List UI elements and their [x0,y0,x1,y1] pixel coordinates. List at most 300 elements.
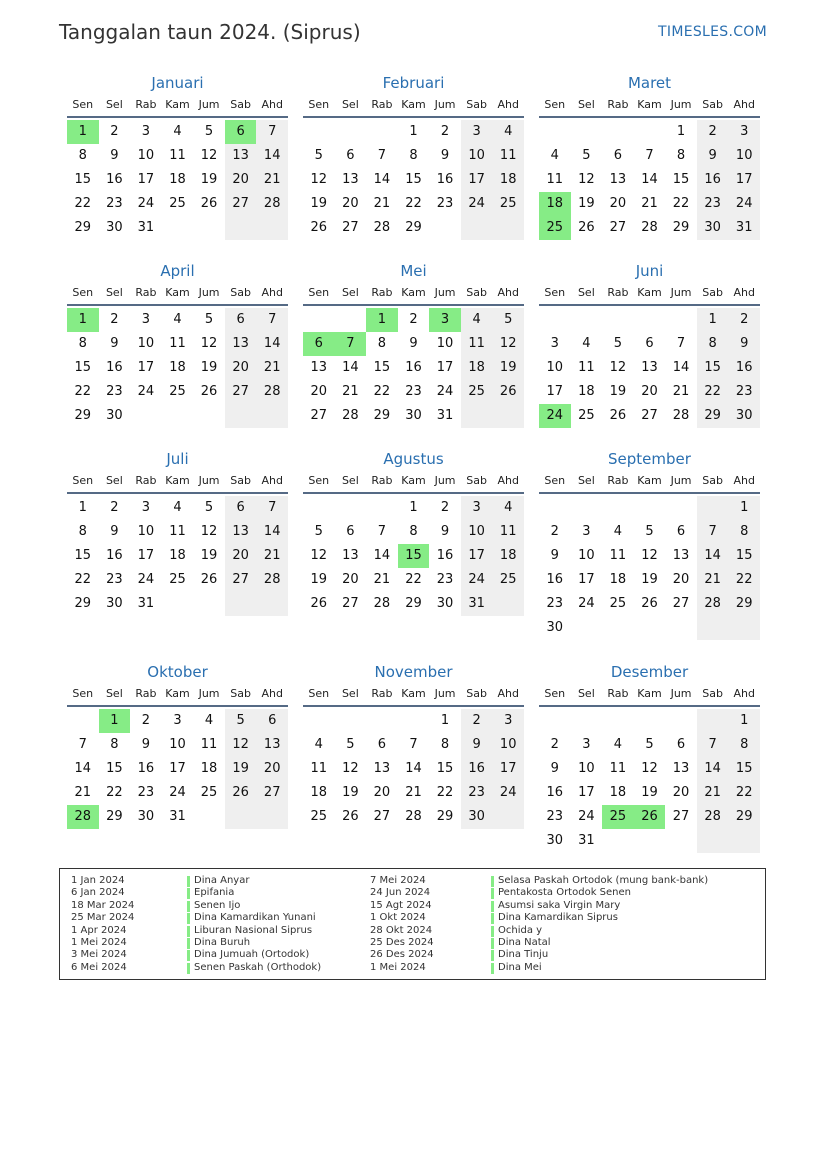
day-cell: 15 [672,172,690,187]
day-cell: 20 [672,785,690,800]
weekday-label: Sel [341,687,359,700]
legend-color-marker [187,913,190,924]
day-cell: 16 [546,785,564,800]
day-cell: 6 [377,737,387,752]
weekday-label: Sel [577,687,595,700]
day-cell: 4 [173,500,182,515]
day-cell: 21 [697,568,729,592]
weekday-label: Sab [702,474,723,487]
day-cell: 18 [310,785,328,800]
weekday-header [67,683,288,707]
weekday-label: Ahd [261,98,283,111]
day-cell: 25 [492,192,524,216]
day-cell: 22 [106,785,123,800]
empty-cell [303,308,335,332]
legend-date: 1 Okt 2024 [370,912,426,924]
day-cell: 29 [106,809,123,824]
empty-cell [634,829,666,853]
legend-holiday-name: Dina Jumuah (Ortodok) [194,949,310,961]
day-cell: 28 [342,408,359,423]
weekday-label: Sab [230,98,251,111]
day-cell: 26 [200,384,218,399]
month-name: Juli [166,450,189,468]
day-cell: 27 [672,596,690,611]
day-cell: 19 [641,572,658,587]
day-cell: 10 [169,737,186,752]
weekday-label: Rab [607,98,629,111]
day-cell: 20 [225,356,257,380]
weekday-header [67,282,288,306]
day-cell: 6 [645,336,654,351]
day-cell: 12 [578,172,595,187]
day-cell: 24 [169,785,186,800]
day-cell: 30 [137,809,155,824]
site-link[interactable]: TIMESLES.COM [658,24,767,40]
day-cell: 16 [106,360,123,375]
day-cell: 8 [377,336,387,351]
day-cell: 29 [74,220,92,235]
weekday-header [539,94,760,118]
day-cell: 20 [373,785,391,800]
day-grid [67,308,288,428]
day-cell: 14 [256,144,288,168]
day-cell: 24 [728,192,760,216]
day-cell: 30 [461,805,493,829]
empty-cell [602,709,634,733]
weekday-label: Jum [198,286,220,299]
empty-cell [492,592,524,616]
day-grid [539,496,760,640]
month-name: September [608,450,691,468]
day-cell: 21 [373,572,391,587]
weekday-label: Jum [198,98,220,111]
day-grid [303,709,524,829]
day-cell: 24 [461,568,493,592]
day-cell: 27 [373,809,391,824]
day-cell: 23 [697,192,729,216]
legend-color-marker [491,963,494,974]
legend-color-marker [491,926,494,937]
day-cell: 7 [645,148,654,163]
weekday-header [303,94,524,118]
day-cell: 18 [169,172,186,187]
weekday-label: Kam [637,98,662,111]
weekday-label: Kam [637,687,662,700]
day-cell: 19 [310,196,328,211]
weekday-label: Rab [607,687,629,700]
empty-cell [602,496,634,520]
day-cell: 31 [137,220,155,235]
day-cell: 26 [578,220,595,235]
day-cell: 12 [310,172,328,187]
day-cell: 19 [200,360,218,375]
day-cell: 30 [546,833,564,848]
day-cell: 17 [436,360,454,375]
weekday-label: Jum [670,687,692,700]
day-cell: 10 [436,336,454,351]
day-cell: 15 [436,761,454,776]
day-cell: 12 [200,524,218,539]
day-cell: 25 [492,568,524,592]
month-name: Maret [627,74,672,92]
empty-cell [335,496,367,520]
day-cell: 8 [78,148,87,163]
day-cell: 9 [461,733,493,757]
day-cell: 3 [173,713,182,728]
day-cell: 24 [137,384,155,399]
day-cell: 27 [225,568,257,592]
day-cell: 28 [697,592,729,616]
empty-cell [697,616,729,640]
day-cell: 30 [728,404,760,428]
weekday-label: Sen [308,474,330,487]
legend-holiday-name: Selasa Paskah Ortodok (mung bank-bank) [498,875,709,886]
empty-cell [539,120,571,144]
day-cell: 2 [141,713,151,728]
day-cell: 14 [256,332,288,356]
day-cell: 21 [256,168,288,192]
empty-cell [225,592,257,616]
legend-date: 28 Okt 2024 [370,924,433,936]
day-cell: 1 [676,124,686,139]
day-cell: 11 [169,148,186,163]
empty-cell [130,404,162,428]
empty-cell [303,496,335,520]
day-cell: 17 [169,761,186,776]
day-cell: 5 [645,737,654,752]
legend-holiday-name: Dina Tinju [498,949,549,961]
day-cell: 6 [225,308,257,332]
day-cell: 29 [74,596,92,611]
day-cell: 13 [609,172,627,187]
day-cell: 16 [697,168,729,192]
empty-cell [571,496,603,520]
day-cell: 22 [436,785,454,800]
day-cell: 12 [310,548,328,563]
day-cell: 13 [373,761,391,776]
day-cell: 25 [461,380,493,404]
day-cell: 19 [310,572,328,587]
weekday-label: Rab [371,98,393,111]
day-cell: 19 [609,384,627,399]
day-cell: 13 [225,144,257,168]
day-cell: 13 [225,332,257,356]
day-cell: 7 [377,524,387,539]
day-cell: 20 [641,384,658,399]
empty-cell [193,216,225,240]
day-cell: 14 [74,761,92,776]
day-cell: 23 [436,572,454,587]
day-cell: 9 [141,737,151,752]
day-cell: 28 [641,220,658,235]
day-cell: 5 [204,124,214,139]
day-cell: 7 [697,733,729,757]
day-cell: 6 [613,148,623,163]
empty-cell [461,216,493,240]
day-cell: 28 [256,568,288,592]
month-november [303,661,524,861]
weekday-label: Rab [607,286,629,299]
empty-cell [162,404,194,428]
empty-cell [602,120,634,144]
empty-cell [193,404,225,428]
day-cell: 27 [672,809,690,824]
day-cell: 3 [461,496,493,520]
day-cell: 24 [539,404,571,428]
day-cell: 9 [440,524,450,539]
day-cell: 25 [602,805,634,829]
day-cell: 2 [110,500,119,515]
empty-cell [665,308,697,332]
day-cell: 10 [578,761,595,776]
weekday-label: Kam [637,286,662,299]
weekday-label: Sen [72,474,94,487]
day-cell: 21 [641,196,658,211]
weekday-label: Sab [466,98,487,111]
weekday-label: Sen [72,98,94,111]
day-cell: 2 [697,120,729,144]
legend-date: 3 Mei 2024 [71,949,127,961]
legend-date: 1 Mei 2024 [71,937,127,949]
day-cell: 5 [645,524,654,539]
weekday-label: Jum [670,98,692,111]
empty-cell [665,616,697,640]
legend-date: 25 Des 2024 [370,937,434,949]
month-name: Juni [635,262,664,280]
day-cell: 17 [546,384,564,399]
day-cell: 26 [641,596,658,611]
day-cell: 21 [697,781,729,805]
day-cell: 17 [137,360,155,375]
day-cell: 28 [256,192,288,216]
day-cell: 18 [169,548,186,563]
day-cell: 9 [440,148,450,163]
day-cell: 1 [440,713,450,728]
weekday-label: Kam [165,286,190,299]
day-cell: 22 [74,384,92,399]
day-cell: 29 [697,404,729,428]
day-cell: 16 [546,572,564,587]
empty-cell [162,216,194,240]
weekday-label: Sab [466,687,487,700]
day-cell: 7 [256,308,288,332]
day-cell: 6 [346,148,355,163]
day-cell: 29 [74,408,92,423]
weekday-label: Sel [341,98,359,111]
day-cell: 30 [405,408,422,423]
weekday-label: Ahd [733,286,755,299]
day-cell: 14 [373,548,391,563]
weekday-label: Sel [105,286,123,299]
day-cell: 2 [440,500,450,515]
empty-cell [256,805,288,829]
day-cell: 3 [461,120,493,144]
month-juli [67,448,288,661]
weekday-label: Sen [308,98,330,111]
weekday-label: Ahd [261,687,283,700]
day-cell: 17 [578,572,595,587]
empty-cell [303,709,335,733]
day-cell: 5 [582,148,591,163]
day-cell: 23 [405,384,422,399]
day-cell: 21 [74,785,92,800]
day-cell: 30 [106,220,123,235]
day-cell: 10 [728,144,760,168]
day-cell: 11 [609,548,627,563]
day-cell: 2 [110,124,119,139]
day-cell: 7 [676,336,686,351]
legend-color-marker [187,876,190,887]
day-cell: 15 [74,548,92,563]
day-cell: 26 [342,809,359,824]
day-cell: 23 [137,785,155,800]
day-cell: 6 [676,737,686,752]
day-cell: 24 [578,596,595,611]
weekday-header [67,94,288,118]
empty-cell [193,592,225,616]
month-mei [303,260,524,448]
day-grid [303,496,524,616]
day-cell: 10 [492,733,524,757]
weekday-label: Jum [670,474,692,487]
empty-cell [162,592,194,616]
day-cell: 1 [67,120,99,144]
day-cell: 2 [440,124,450,139]
day-cell: 25 [169,196,186,211]
weekday-label: Sen [308,286,330,299]
day-cell: 1 [99,709,131,733]
empty-cell [697,496,729,520]
day-cell: 8 [728,733,760,757]
legend-names-right [498,875,708,974]
day-cell: 8 [78,524,87,539]
day-cell: 28 [697,805,729,829]
legend-dates-left [71,875,134,974]
legend-dates-right [370,875,434,974]
legend-holiday-name: Liburan Nasional Siprus [194,924,313,936]
day-cell: 29 [405,220,422,235]
day-cell: 6 [256,709,288,733]
weekday-label: Ahd [733,474,755,487]
weekday-header [303,282,524,306]
weekday-label: Sab [466,474,487,487]
weekday-label: Sab [230,687,251,700]
day-cell: 14 [672,360,690,375]
day-cell: 3 [550,336,559,351]
day-cell: 26 [609,408,627,423]
day-cell: 25 [169,384,186,399]
day-cell: 27 [609,220,627,235]
legend-markers-left [187,876,190,975]
weekday-label: Sel [577,474,595,487]
day-cell: 18 [461,356,493,380]
weekday-label: Ahd [261,474,283,487]
day-cell: 18 [578,384,595,399]
day-cell: 10 [461,520,493,544]
day-cell: 1 [366,308,398,332]
day-cell: 20 [310,384,328,399]
day-cell: 12 [609,360,627,375]
day-cell: 11 [200,737,218,752]
empty-cell [539,308,571,332]
day-cell: 23 [461,781,493,805]
legend-date: 1 Mei 2024 [370,961,426,973]
weekday-label: Jum [434,98,456,111]
weekday-label: Sel [577,98,595,111]
empty-cell [303,120,335,144]
day-cell: 10 [137,148,155,163]
day-cell: 5 [204,500,214,515]
weekday-label: Kam [165,98,190,111]
day-cell: 10 [578,548,595,563]
day-cell: 22 [728,781,760,805]
weekday-label: Ahd [497,286,519,299]
day-cell: 20 [672,572,690,587]
day-cell: 12 [200,336,218,351]
day-cell: 26 [634,805,666,829]
empty-cell [256,404,288,428]
day-cell: 17 [137,172,155,187]
day-cell: 25 [200,785,218,800]
day-cell: 19 [200,172,218,187]
day-cell: 14 [697,757,729,781]
weekday-label: Sen [72,687,94,700]
holiday-legend [59,868,766,980]
day-cell: 31 [169,809,186,824]
day-cell: 27 [310,408,328,423]
day-cell: 23 [728,380,760,404]
day-cell: 22 [405,196,422,211]
day-cell: 3 [728,120,760,144]
month-name: Oktober [147,663,208,681]
day-cell: 18 [609,572,627,587]
day-cell: 24 [436,384,454,399]
weekday-label: Sen [544,286,566,299]
day-cell: 28 [405,809,422,824]
empty-cell [256,592,288,616]
day-cell: 8 [110,737,119,752]
weekday-label: Kam [401,687,426,700]
weekday-label: Sab [702,98,723,111]
weekday-label: Jum [670,286,692,299]
legend-color-marker [187,938,190,949]
day-cell: 24 [137,196,155,211]
day-cell: 17 [137,548,155,563]
weekday-label: Sen [544,98,566,111]
weekday-header [303,470,524,494]
day-cell: 5 [613,336,623,351]
day-cell: 7 [377,148,387,163]
weekday-label: Sab [702,286,723,299]
empty-cell [366,709,398,733]
day-cell: 13 [342,548,359,563]
weekday-label: Kam [401,98,426,111]
day-cell: 9 [110,148,119,163]
day-cell: 4 [461,308,493,332]
day-cell: 31 [461,592,493,616]
day-cell: 7 [256,120,288,144]
day-cell: 28 [373,220,391,235]
day-cell: 18 [169,360,186,375]
month-agustus [303,448,524,661]
day-cell: 31 [137,596,155,611]
day-cell: 31 [436,408,454,423]
day-cell: 2 [409,312,418,327]
day-cell: 14 [342,360,359,375]
month-name: Agustus [383,450,444,468]
day-cell: 15 [697,356,729,380]
day-cell: 27 [225,380,257,404]
